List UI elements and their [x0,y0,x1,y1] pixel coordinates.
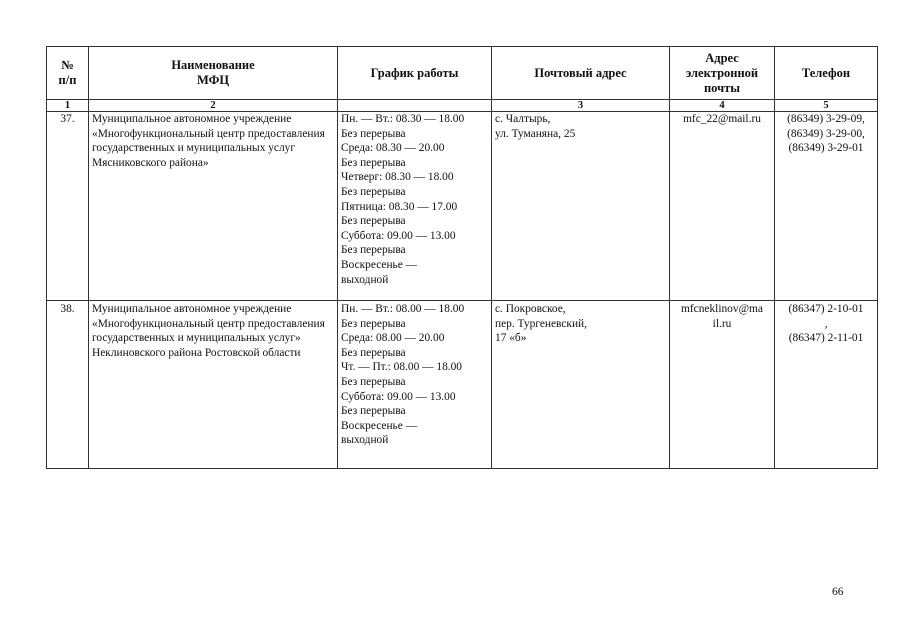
postal-address: с. Чалтырь, ул. Туманяна, 25 [492,112,670,301]
column-number-row [47,100,878,112]
header-schedule: График работы [338,47,492,100]
mfc-table [46,46,878,469]
work-schedule: Пн. — Вт.: 08.00 — 18.00 Без перерыва Среда: 08.00 — 20.00 Без перерыва Чт. — Пт.: 08.00 — 18.00 Без перерыва Суббота: 09.00 — 13.00 Без перерыва Воскресенье — выходной [338,301,492,469]
postal-address: с. Покровское, пер. Тургеневский, 17 «б» [492,301,670,469]
table-row [47,301,878,469]
column-number [338,100,492,112]
header-address: Почтовый адрес [492,47,670,100]
header-phone: Телефон [775,47,878,100]
column-number: 3 [492,100,670,112]
email-address: mfcneklinov@ma il.ru [670,301,775,469]
header-num: № п/п [47,47,89,100]
phone-numbers: (86347) 2-10-01 , (86347) 2-11-01 [775,301,878,469]
page-number: 66 [832,586,844,598]
phone-numbers: (86349) 3-29-09, (86349) 3-29-00, (86349) 3-29-01 [775,112,878,301]
header-row [47,47,878,100]
email-address: mfc_22@mail.ru [670,112,775,301]
column-number: 2 [89,100,338,112]
column-number: 1 [47,100,89,112]
mfc-name: Муниципальное автономное учреждение «Многофункциональный центр предоставления государственных и муниципальных услуг Мясниковского района» [89,112,338,301]
column-number: 5 [775,100,878,112]
column-number: 4 [670,100,775,112]
row-number: 38. [47,301,89,469]
header-name: Наименование МФЦ [89,47,338,100]
work-schedule: Пн. — Вт.: 08.30 — 18.00 Без перерыва Среда: 08.30 — 20.00 Без перерыва Четверг: 08.30 — 18.00 Без перерыва Пятница: 08.30 — 17.00 Без перерыва Суббота: 09.00 — 13.00 Без перерыва Воскресенье — выходной [338,112,492,301]
mfc-name: Муниципальное автономное учреждение «Многофункциональный центр предоставления государственных и муниципальных услуг» Неклиновского района Ростовской области [89,301,338,469]
header-email: Адрес электронной почты [670,47,775,100]
table-row [47,112,878,301]
row-number: 37. [47,112,89,301]
